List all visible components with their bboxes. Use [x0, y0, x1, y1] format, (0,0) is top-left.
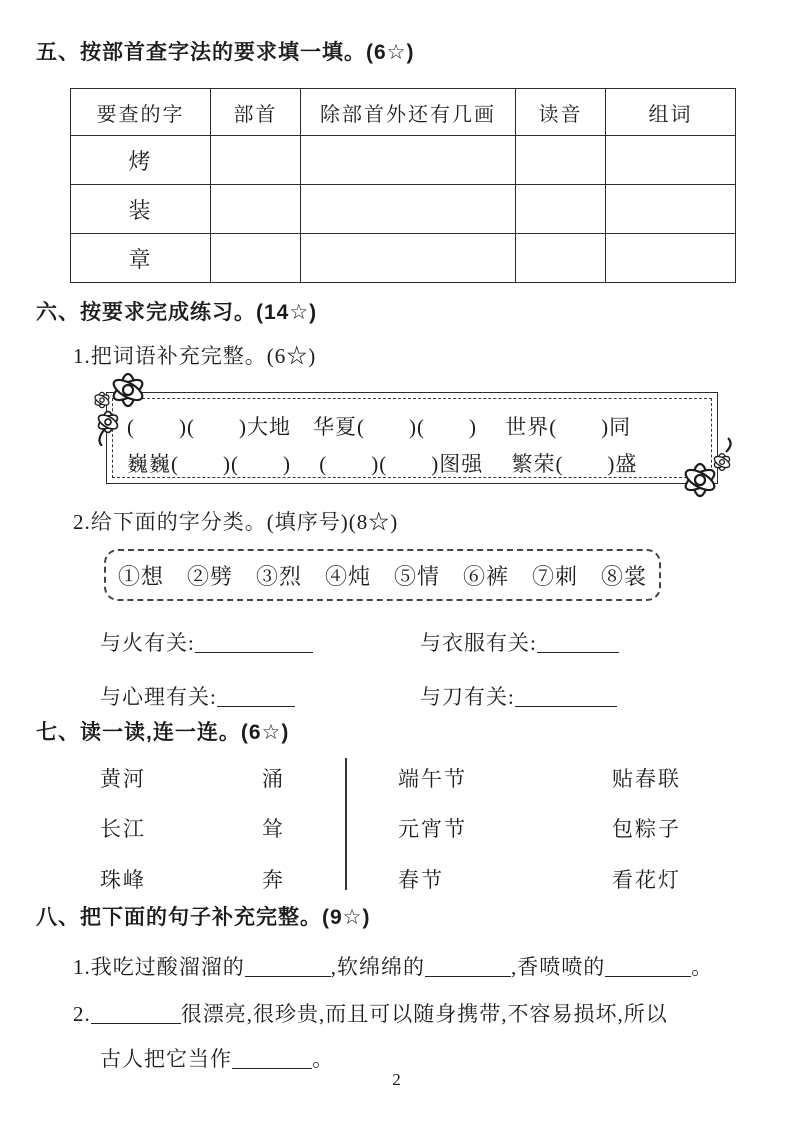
- table-header-strokes: 除部首外还有几画: [301, 89, 516, 136]
- answer-blank[interactable]: [605, 955, 691, 977]
- match-right-activity[interactable]: 看花灯: [612, 868, 681, 892]
- answer-blank[interactable]: [537, 631, 619, 653]
- category-fire: 与火有关:: [100, 627, 313, 657]
- table-cell-empty[interactable]: [516, 136, 606, 185]
- answer-blank[interactable]: [245, 955, 331, 977]
- section6-item2-title: 2.给下面的字分类。(填序号)(8☆): [73, 510, 399, 534]
- match-right-activity[interactable]: 包粽子: [612, 817, 681, 841]
- page-number: 2: [392, 1070, 401, 1089]
- match-right-item[interactable]: 端午节: [398, 767, 467, 791]
- table-cell-empty[interactable]: [211, 136, 301, 185]
- table-cell-empty[interactable]: [301, 185, 516, 234]
- section5-title: 五、按部首查字法的要求填一填。(6☆): [36, 41, 415, 64]
- table-cell-empty[interactable]: [211, 234, 301, 283]
- table-row: [71, 136, 736, 185]
- table-cell-empty[interactable]: [301, 136, 516, 185]
- answer-blank[interactable]: [425, 955, 511, 977]
- table-header-row: [71, 89, 736, 136]
- table-cell-empty[interactable]: [516, 185, 606, 234]
- table-cell-char: 装: [71, 185, 211, 234]
- table-row: [71, 185, 736, 234]
- table-cell-char: 烤: [71, 136, 211, 185]
- answer-blank[interactable]: [232, 1047, 312, 1069]
- match-left-item[interactable]: 黄河: [100, 767, 146, 791]
- word-completion-inner-border: [112, 398, 712, 478]
- section8-title: 八、把下面的句子补充完整。(9☆): [36, 906, 371, 929]
- table-cell-empty[interactable]: [211, 185, 301, 234]
- table-cell-empty[interactable]: [301, 234, 516, 283]
- sentence-2-line2: 古人把它当作 。: [100, 1047, 334, 1071]
- match-left-verb[interactable]: 奔: [262, 868, 285, 892]
- answer-blank[interactable]: [91, 1002, 181, 1024]
- word-completion-box: [106, 392, 718, 484]
- match-left-item[interactable]: 珠峰: [100, 868, 146, 892]
- match-left-verb[interactable]: 耸: [262, 817, 285, 841]
- table-header-char: 要查的字: [71, 89, 211, 136]
- classify-characters-box: [104, 549, 661, 601]
- answer-blank[interactable]: [515, 685, 617, 707]
- match-right-item[interactable]: 元宵节: [398, 817, 467, 841]
- table-cell-empty[interactable]: [516, 234, 606, 283]
- table-cell-empty[interactable]: [606, 136, 736, 185]
- answer-blank[interactable]: [217, 685, 295, 707]
- table-header-word: 组词: [606, 89, 736, 136]
- table-cell-empty[interactable]: [606, 185, 736, 234]
- match-left-item[interactable]: 长江: [100, 817, 146, 841]
- table-cell-empty[interactable]: [606, 234, 736, 283]
- match-left-verb[interactable]: 涌: [262, 767, 285, 791]
- match-right-activity[interactable]: 贴春联: [612, 767, 681, 791]
- word-completion-line1[interactable]: ( )( )大地 华夏( )( ) 世界( )同: [127, 415, 632, 439]
- sentence-1: 1.我吃过酸溜溜的 ,软绵绵的 ,香喷喷的 。: [73, 955, 714, 979]
- table-row: [71, 234, 736, 283]
- section6-title: 六、按要求完成练习。(14☆): [36, 301, 318, 324]
- category-knife: 与刀有关:: [420, 681, 617, 711]
- answer-blank[interactable]: [195, 631, 313, 653]
- sentence-2-line1: 2. 很漂亮,很珍贵,而且可以随身携带,不容易损坏,所以: [73, 1002, 668, 1026]
- word-completion-line2[interactable]: 巍巍( )( ) ( )( )图强 繁荣( )盛: [127, 452, 638, 476]
- match-right-item[interactable]: 春节: [398, 868, 444, 892]
- radical-lookup-table: [70, 88, 736, 283]
- table-header-radical: 部首: [211, 89, 301, 136]
- table-cell-char: 章: [71, 234, 211, 283]
- section7-title: 七、读一读,连一连。(6☆): [36, 721, 290, 744]
- section6-item1-title: 1.把词语补充完整。(6☆): [73, 344, 317, 368]
- classify-characters: ①想 ②劈 ③烈 ④炖 ⑤情 ⑥裤 ⑦刺 ⑧裳: [118, 563, 648, 589]
- category-mind: 与心理有关:: [100, 681, 295, 711]
- category-clothes: 与衣服有关:: [420, 627, 619, 657]
- matching-divider-line: [345, 758, 347, 890]
- table-header-pronunciation: 读音: [516, 89, 606, 136]
